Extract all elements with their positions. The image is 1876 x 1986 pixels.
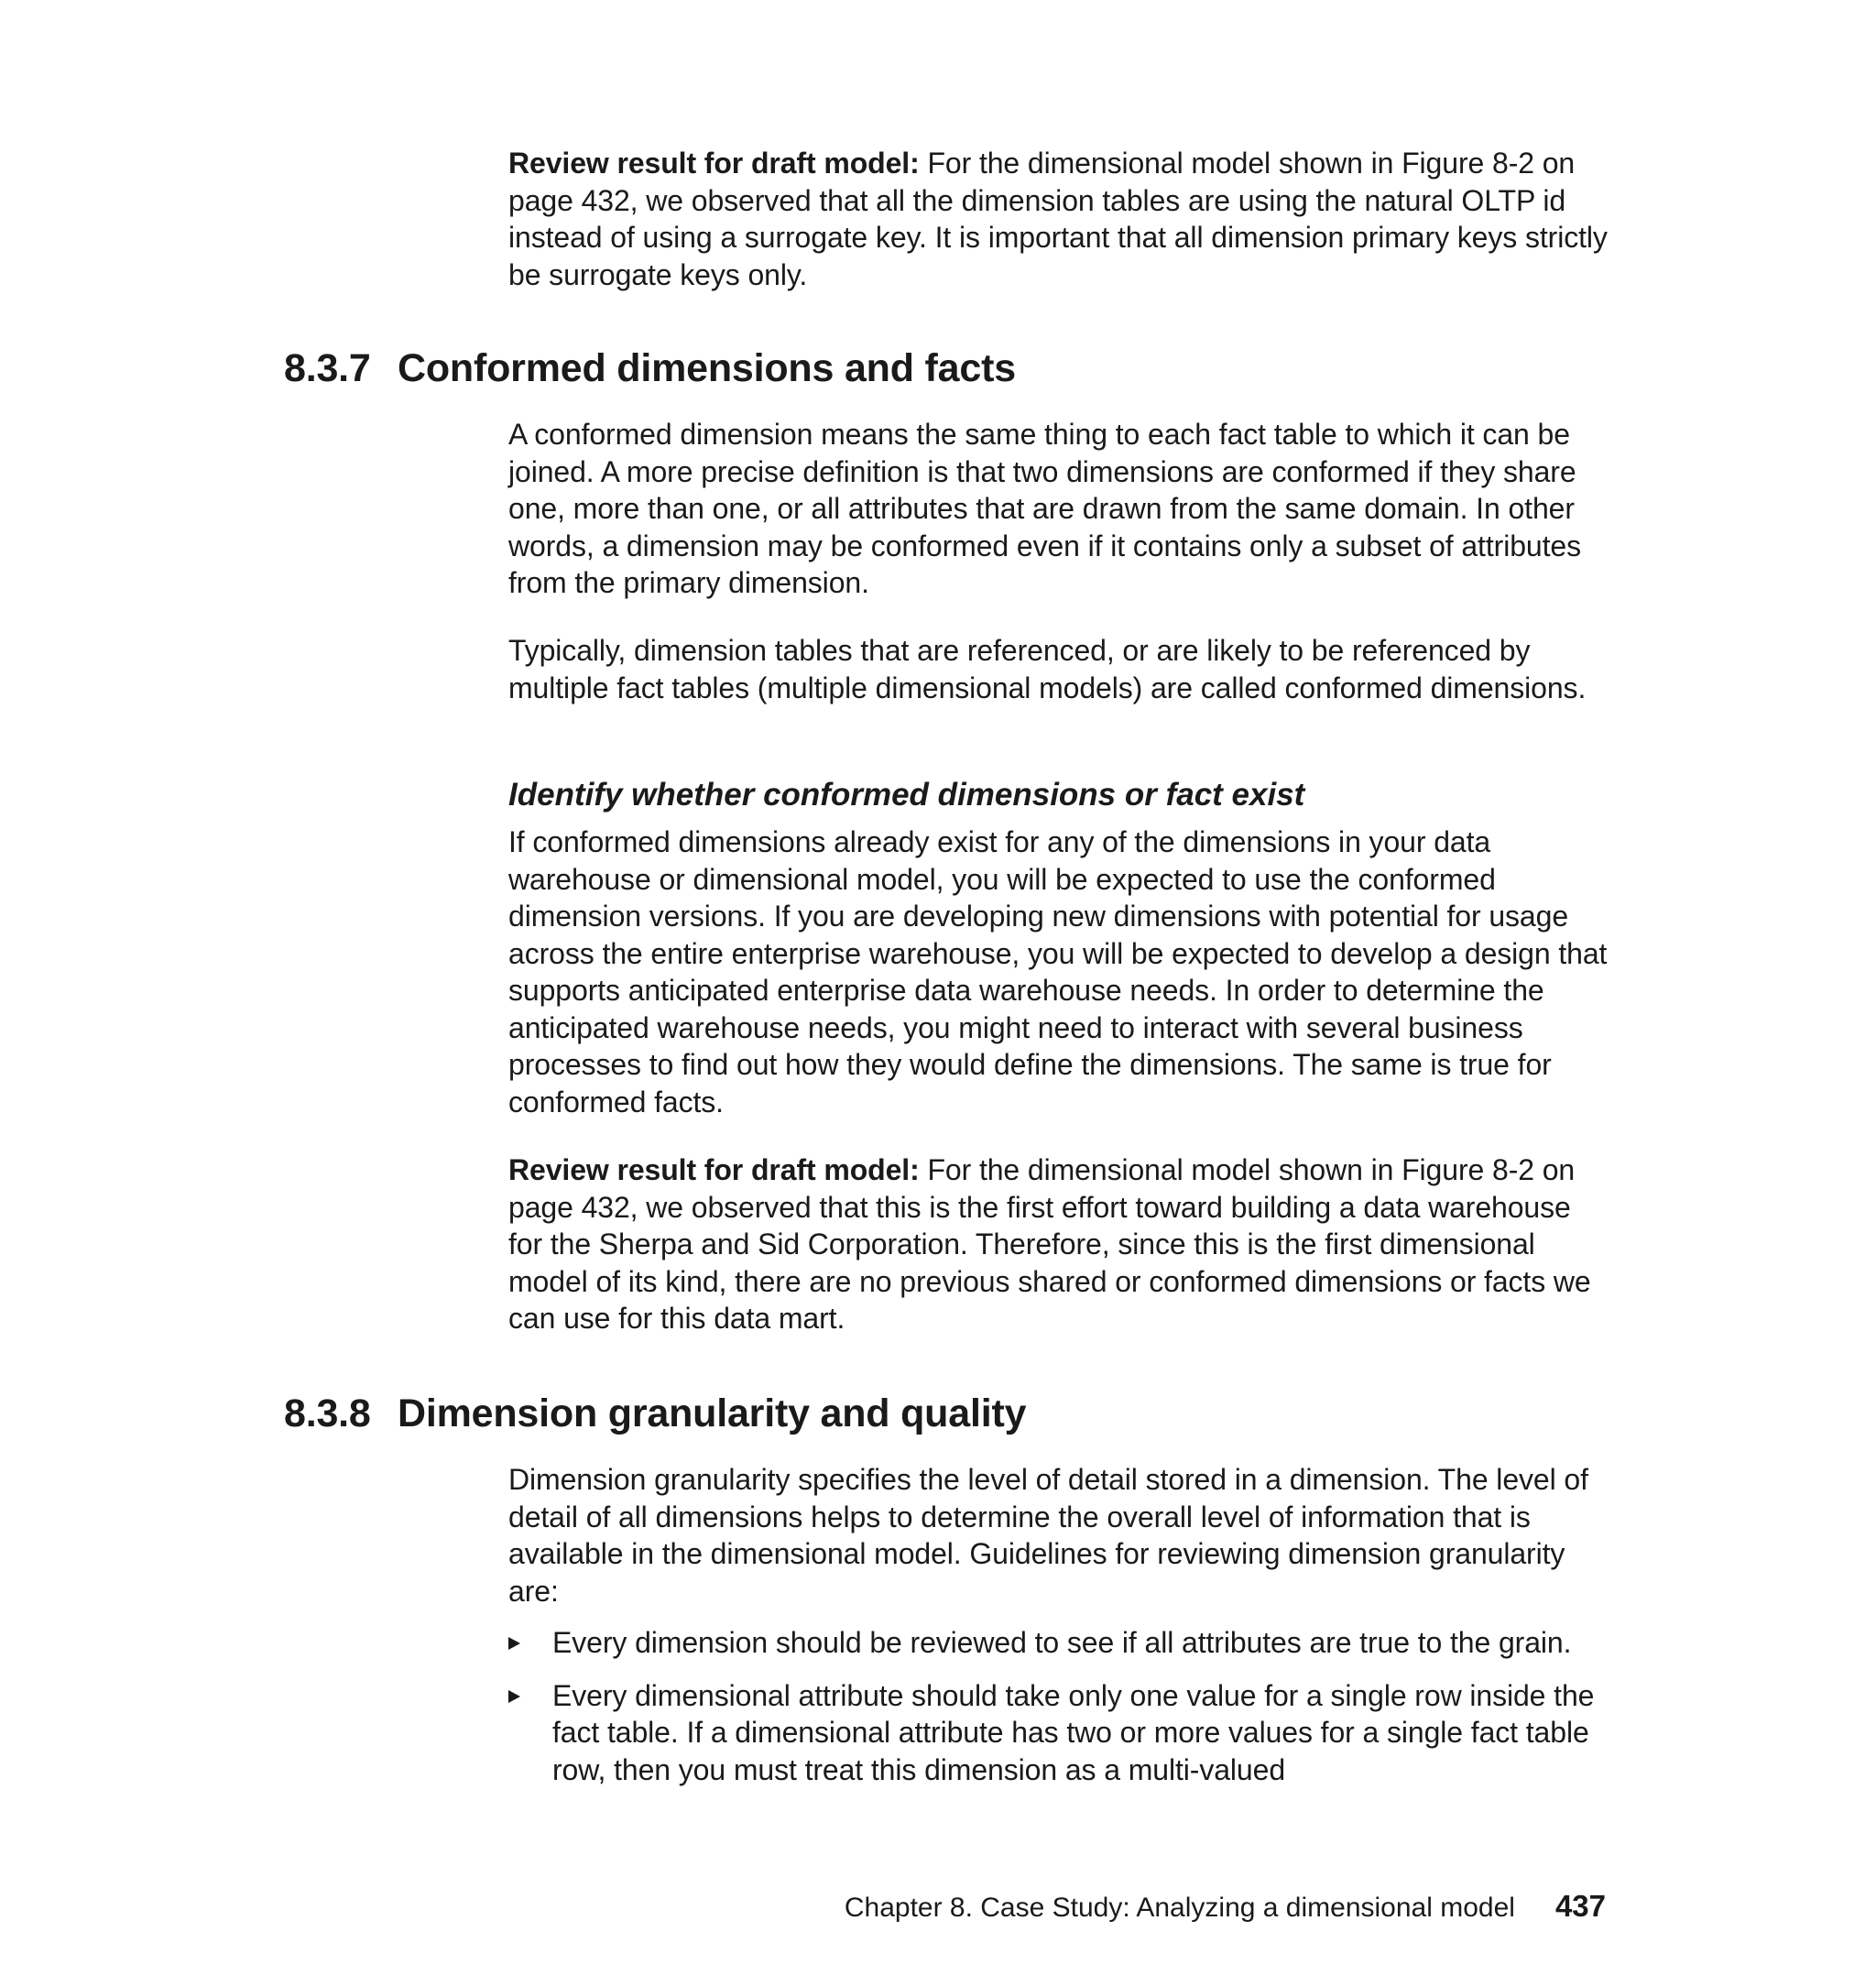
subheading-identify-conformed: Identify whether conformed dimensions or fact exist bbox=[508, 777, 1305, 813]
section-heading-8-3-7 bbox=[284, 346, 1016, 391]
review-result-2 bbox=[508, 1151, 1608, 1337]
review-paragraph bbox=[508, 1151, 1608, 1337]
section-number: 8.3.8 bbox=[284, 1391, 371, 1435]
review-text: For the dimensional model shown in Figure 8-2 on page 432, we observed that all the dimension tables are using the natural OLTP id instead of using a surrogate key. It is important that all dimension primary keys strictly be surrogate keys only. bbox=[508, 147, 1608, 291]
granularity-definition bbox=[508, 1461, 1608, 1610]
section-title: Dimension granularity and quality bbox=[398, 1391, 1027, 1435]
section-number: 8.3.7 bbox=[284, 346, 371, 390]
list-item bbox=[508, 1677, 1608, 1789]
conformed-typical bbox=[508, 632, 1608, 706]
section-heading-8-3-8 bbox=[284, 1391, 1026, 1436]
review-paragraph bbox=[508, 145, 1608, 293]
section-title: Conformed dimensions and facts bbox=[398, 346, 1016, 390]
page-footer bbox=[0, 1889, 1606, 1924]
footer-chapter-title: Chapter 8. Case Study: Analyzing a dimensional model bbox=[844, 1893, 1515, 1923]
page-number: 437 bbox=[1554, 1889, 1606, 1923]
list-item-text: Every dimension should be reviewed to see if all attributes are true to the grain. bbox=[552, 1626, 1572, 1659]
review-result-1 bbox=[508, 145, 1608, 293]
review-lead: Review result for draft model: bbox=[508, 1153, 920, 1186]
body-paragraph: Dimension granularity specifies the level of detail stored in a dimension. The level of detail of all dimensions helps to determine the overall level of information that is available in the dimensional model. Guidelines for reviewing dimension granularity are: bbox=[508, 1463, 1588, 1608]
granularity-guidelines-list bbox=[508, 1624, 1608, 1788]
review-text: For the dimensional model shown in Figure 8-2 on page 432, we observed that this is the first effort toward building a data warehouse for the Sherpa and Sid Corporation. Therefore, since this is the first dimensional model of its kind, there are no previous shared or conformed dimensions or facts we can use for this data mart. bbox=[508, 1153, 1591, 1335]
list-item bbox=[508, 1624, 1608, 1662]
triangle-bullet-icon bbox=[508, 1690, 520, 1703]
identify-conformed-text bbox=[508, 824, 1608, 1120]
body-paragraph: A conformed dimension means the same thing to each fact table to which it can be joined. A more precise definition is that two dimensions are conformed if they share one, more than one, or all attributes that are drawn from the same domain. In other words, a dimension may be conformed even if it contains only a subset of attributes from the primary dimension. bbox=[508, 418, 1581, 599]
list-item-text: Every dimensional attribute should take only one value for a single row inside the fact table. If a dimensional attribute has two or more values for a single fact table row, then you must treat this dimension as a multi-valued bbox=[552, 1678, 1595, 1786]
body-paragraph: If conformed dimensions already exist for any of the dimensions in your data warehouse or dimensional model, you will be expected to use the conformed dimension versions. If you are developing new dimensions with potential for usage across the entire enterprise warehouse, you will be expected to develop a design that supports anticipated enterprise data warehouse needs. In order to determine the anticipated warehouse needs, you might need to interact with several business processes to find out how they would define the dimensions. The same is true for conformed facts. bbox=[508, 825, 1608, 1118]
conformed-definition bbox=[508, 416, 1608, 602]
triangle-bullet-icon bbox=[508, 1637, 520, 1650]
body-paragraph: Typically, dimension tables that are referenced, or are likely to be referenced by multiple fact tables (multiple dimensional models) are called conformed dimensions. bbox=[508, 634, 1587, 704]
review-lead: Review result for draft model: bbox=[508, 147, 920, 180]
